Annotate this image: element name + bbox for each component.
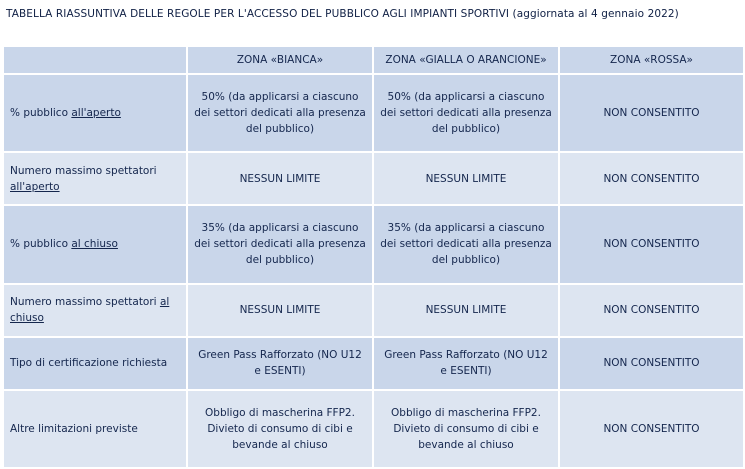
table-row xyxy=(3,152,744,205)
header-zone-red: ZONA «ROSSA» xyxy=(559,46,744,74)
rules-table xyxy=(2,45,745,469)
row-label-text: % pubblico xyxy=(10,238,72,251)
cell-zone-red: NON CONSENTITO xyxy=(559,74,744,152)
row-label xyxy=(3,337,187,390)
cell-zone-red: NON CONSENTITO xyxy=(559,205,744,283)
cell-zone-white: NESSUN LIMITE xyxy=(187,284,373,337)
cell-zone-yellow-orange: Green Pass Rafforzato (NO U12 e ESENTI) xyxy=(373,337,559,390)
cell-zone-yellow-orange: 50% (da applicarsi a ciascuno dei settori dedicati alla presenza del pubblico) xyxy=(373,74,559,152)
header-zone-white: ZONA «BIANCA» xyxy=(187,46,373,74)
row-label-text: Tipo di certificazione richiesta xyxy=(10,357,168,370)
cell-zone-red: NON CONSENTITO xyxy=(559,337,744,390)
row-label-text: Numero massimo spettatori xyxy=(10,164,157,177)
row-label-underlined: al chiuso xyxy=(10,296,170,325)
cell-zone-red: NON CONSENTITO xyxy=(559,284,744,337)
header-zone-yellow-orange: ZONA «GIALLA O ARANCIONE» xyxy=(373,46,559,74)
row-label xyxy=(3,205,187,283)
table-row xyxy=(3,284,744,337)
table-row xyxy=(3,337,744,390)
row-label-underlined: al chiuso xyxy=(71,238,118,251)
table-row xyxy=(3,390,744,468)
cell-zone-red: NON CONSENTITO xyxy=(559,390,744,468)
row-label-text: Altre limitazioni previste xyxy=(10,422,138,435)
row-label xyxy=(3,390,187,468)
table-row xyxy=(3,205,744,283)
cell-zone-yellow-orange: 35% (da applicarsi a ciascuno dei settori dedicati alla presenza del pubblico) xyxy=(373,205,559,283)
cell-zone-white: 35% (da applicarsi a ciascuno dei settori dedicati alla presenza del pubblico) xyxy=(187,205,373,283)
row-label xyxy=(3,74,187,152)
row-label-text: Numero massimo spettatori xyxy=(10,296,160,309)
row-label-underlined: all'aperto xyxy=(10,180,60,193)
row-label xyxy=(3,284,187,337)
cell-zone-yellow-orange: Obbligo di mascherina FFP2. Divieto di consumo di cibi e bevande al chiuso xyxy=(373,390,559,468)
header-corner-cell xyxy=(3,46,187,74)
header-row xyxy=(3,46,744,74)
row-label-underlined: all'aperto xyxy=(71,107,121,120)
page-title: TABELLA RIASSUNTIVA DELLE REGOLE PER L'ACCESSO DEL PUBBLICO AGLI IMPIANTI SPORTIVI (aggiornata al 4 gennaio 2022) xyxy=(6,8,679,20)
row-label-text: % pubblico xyxy=(10,107,72,120)
cell-zone-white: Green Pass Rafforzato (NO U12 e ESENTI) xyxy=(187,337,373,390)
table-row xyxy=(3,74,744,152)
cell-zone-white: Obbligo di mascherina FFP2. Divieto di consumo di cibi e bevande al chiuso xyxy=(187,390,373,468)
cell-zone-yellow-orange: NESSUN LIMITE xyxy=(373,284,559,337)
cell-zone-white: NESSUN LIMITE xyxy=(187,152,373,205)
cell-zone-white: 50% (da applicarsi a ciascuno dei settori dedicati alla presenza del pubblico) xyxy=(187,74,373,152)
cell-zone-red: NON CONSENTITO xyxy=(559,152,744,205)
row-label xyxy=(3,152,187,205)
cell-zone-yellow-orange: NESSUN LIMITE xyxy=(373,152,559,205)
